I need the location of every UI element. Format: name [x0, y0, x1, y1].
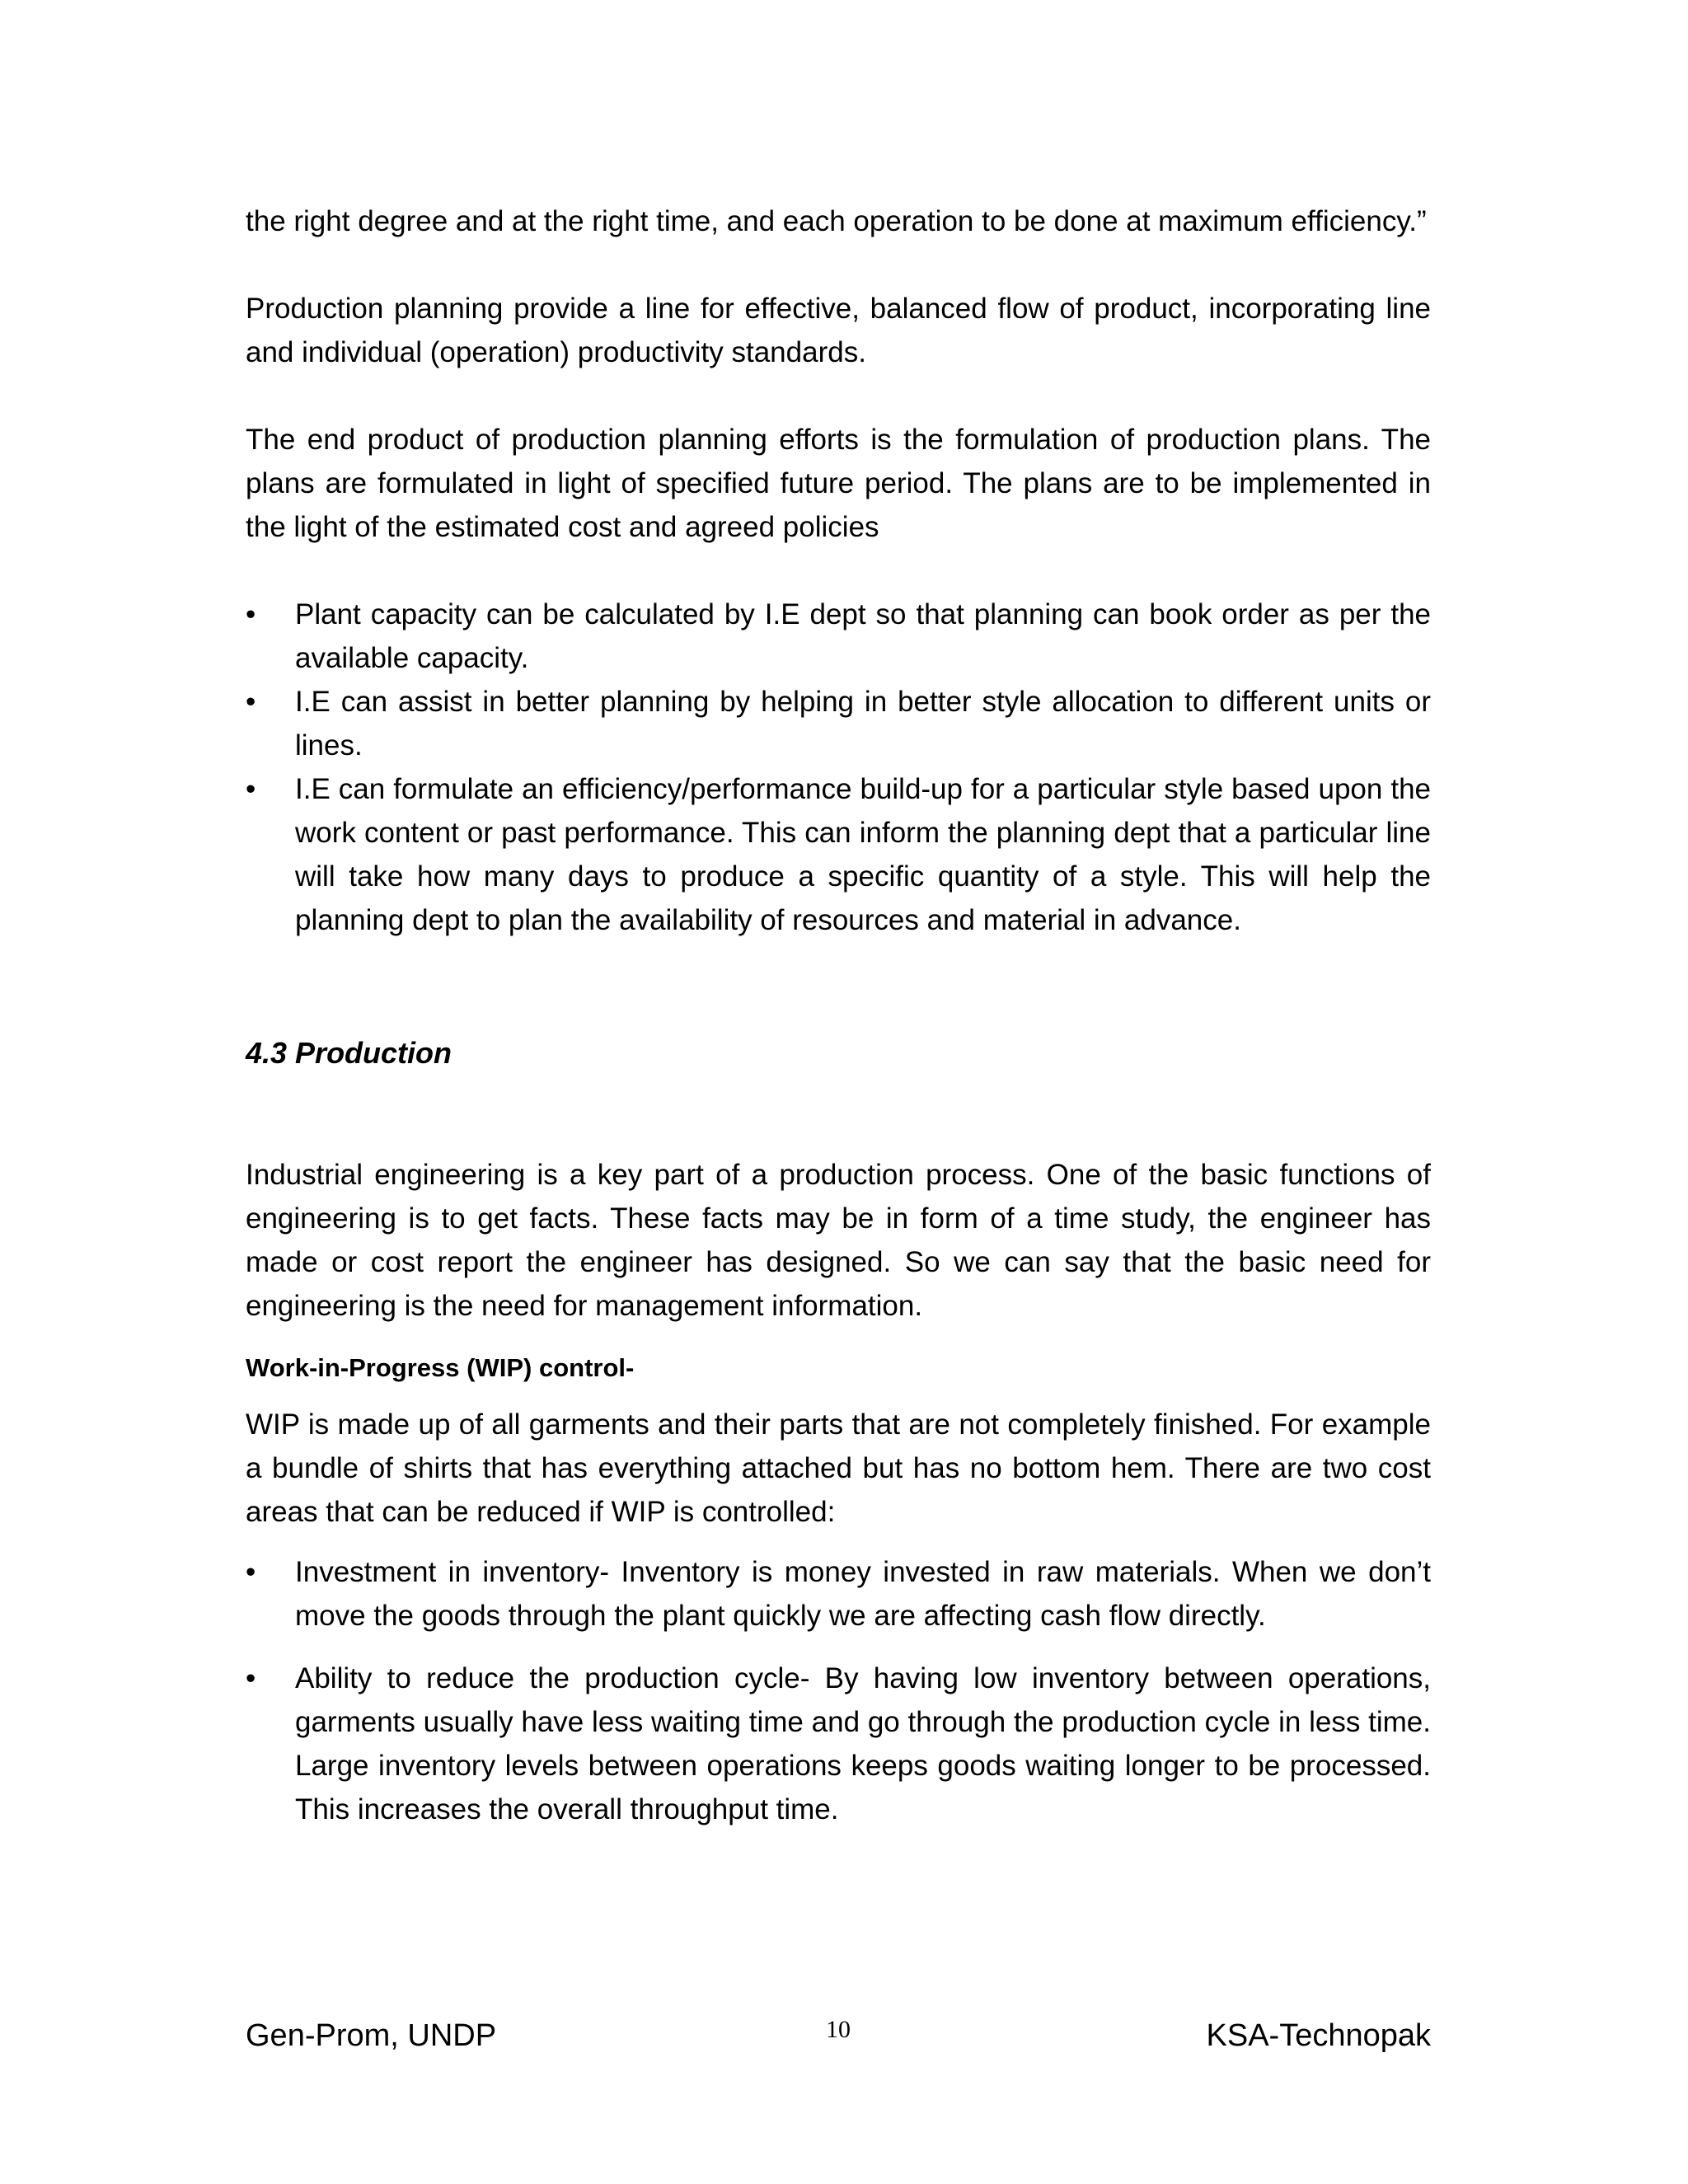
list-item-text: Investment in inventory- Inventory is money invested in raw materials. When we don’t move the goods through the plant quickly we are affecting cash flow directly. — [295, 1556, 1431, 1632]
bullet-marker: • — [246, 773, 256, 805]
bullet-marker: • — [246, 598, 256, 630]
footer-left-text: Gen-Prom, UNDP — [246, 2018, 497, 2053]
wip-bullet-list — [246, 1550, 1431, 1831]
bullet-marker: • — [246, 686, 256, 718]
list-item — [246, 1550, 1431, 1638]
paragraph-industrial-engineering: Industrial engineering is a key part of a production process. One of the basic functions of engineering is to get facts. These facts may be in form of a time study, the engineer has made or cost report the engineer has designed. So we can say that the basic need for engineering is the need for management information. — [246, 1159, 1431, 1322]
list-item-text: I.E can assist in better planning by helping in better style allocation to different units or lines. — [295, 686, 1431, 762]
paragraph-wip: WIP is made up of all garments and their parts that are not completely finished. For example a bundle of shirts that has everything attached but has no bottom hem. There are two cost areas that can be reduced if WIP is controlled: — [246, 1408, 1431, 1528]
paragraph-planning-line: Production planning provide a line for effective, balanced flow of product, incorporating line and individual (operation) productivity standards. — [246, 293, 1431, 368]
section-heading: 4.3 Production — [246, 1036, 452, 1070]
list-item — [246, 593, 1431, 680]
list-item-text: Plant capacity can be calculated by I.E dept so that planning can book order as per the available capacity. — [295, 598, 1431, 674]
list-item — [246, 767, 1431, 942]
list-item-text: Ability to reduce the production cycle- By having low inventory between operations, garments usually have less waiting time and go through the production cycle in less time. Large inventory levels between operations keeps goods waiting longer to be processed. This increases the overall throughput time. — [295, 1662, 1431, 1825]
planning-bullet-list — [246, 593, 1431, 942]
list-item — [246, 680, 1431, 767]
bullet-marker: • — [246, 1662, 256, 1694]
page-number: 10 — [826, 2016, 851, 2043]
wip-subheading: Work-in-Progress (WIP) control- — [246, 1353, 635, 1382]
list-item-text: I.E can formulate an efficiency/performance build-up for a particular style based upon the work content or past performance. This can inform the planning dept that a particular line will take how many days to produce a specific quantity of a style. This will help the planning dept to plan the availability of resources and material in advance. — [295, 773, 1431, 936]
page-footer — [246, 2011, 1431, 2060]
footer-right-text: KSA-Technopak — [1206, 2018, 1431, 2053]
list-item — [246, 1657, 1431, 1831]
paragraph-continuation: the right degree and at the right time, and each operation to be done at maximum efficiency.” — [246, 205, 1427, 237]
bullet-marker: • — [246, 1556, 256, 1588]
paragraph-end-product: The end product of production planning efforts is the formulation of production plans. The plans are formulated in light of specified future period. The plans are to be implemented in the light of the estimated cost and agreed policies — [246, 424, 1431, 543]
page-body — [246, 199, 1431, 1831]
